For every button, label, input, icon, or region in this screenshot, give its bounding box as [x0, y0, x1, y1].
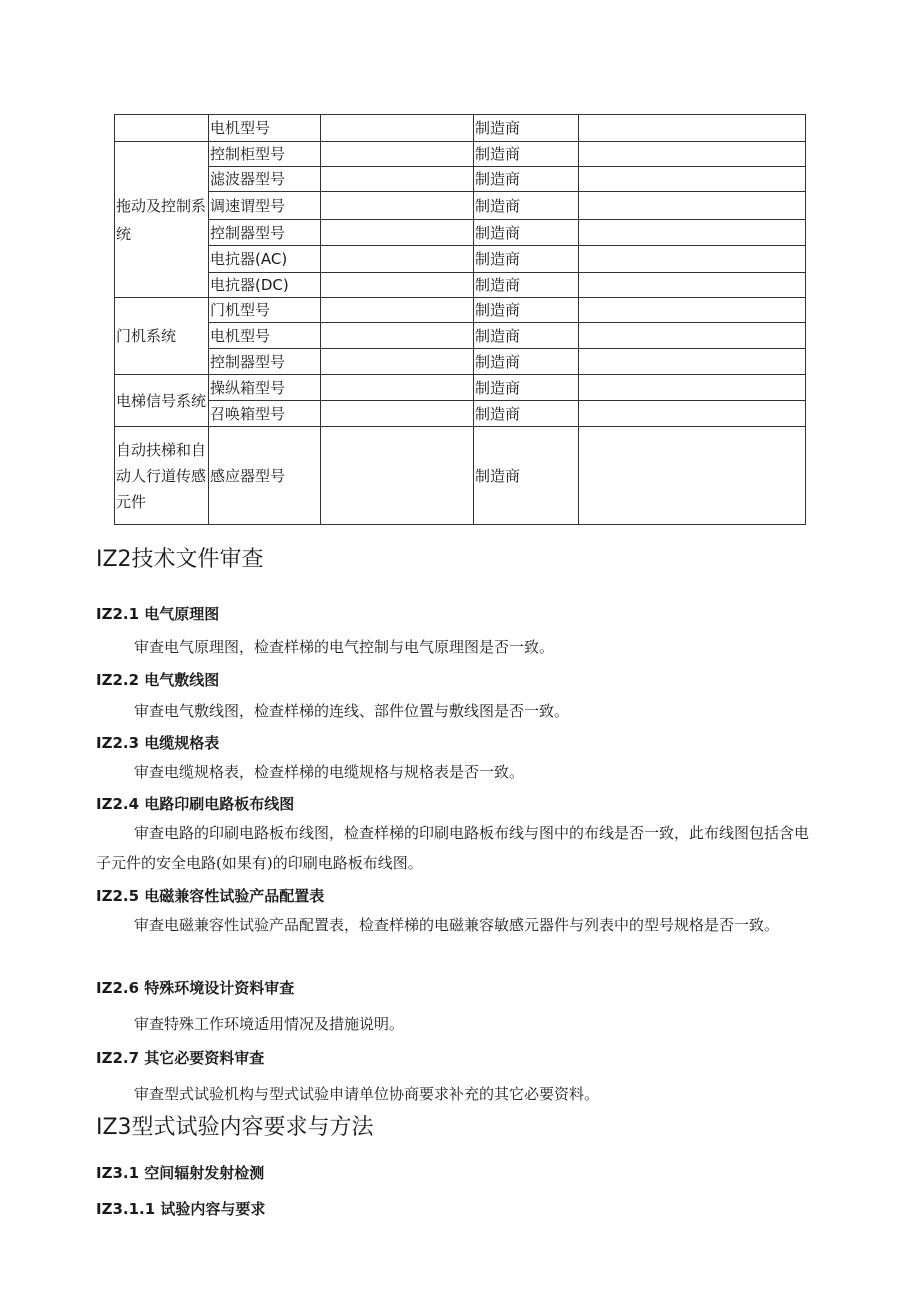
model-value-cell — [321, 246, 474, 273]
maker-label-cell: 制造商 — [474, 220, 579, 246]
model-value-cell — [321, 349, 474, 375]
subsection-heading-iz2-5: IZ2.5 电磁兼容性试验产品配置表 — [96, 887, 325, 905]
item-cell: 电抗器(DC) — [209, 273, 321, 298]
item-cell: 感应器型号 — [209, 427, 321, 525]
item-cell: 调速谓型号 — [209, 192, 321, 220]
maker-label-cell: 制造商 — [474, 323, 579, 349]
model-value-cell — [321, 142, 474, 167]
model-value-cell — [321, 298, 474, 323]
subsection-heading-iz2-4: IZ2.4 电路印刷电路板布线图 — [96, 795, 295, 813]
maker-label-cell: 制造商 — [474, 142, 579, 167]
item-cell: 电机型号 — [209, 115, 321, 142]
table-row — [115, 427, 806, 525]
model-value-cell — [321, 273, 474, 298]
maker-value-cell — [579, 115, 806, 142]
subsection-heading-iz2-6: IZ2.6 特殊环境设计资料审查 — [96, 979, 295, 997]
maker-value-cell — [579, 142, 806, 167]
maker-value-cell — [579, 427, 806, 525]
maker-value-cell — [579, 220, 806, 246]
subsection-heading-iz2-1: IZ2.1 电气原理图 — [96, 605, 220, 623]
item-cell: 召唤箱型号 — [209, 401, 321, 427]
item-cell: 控制柜型号 — [209, 142, 321, 167]
table-row — [115, 298, 806, 323]
item-cell: 滤波器型号 — [209, 167, 321, 192]
item-cell: 控制器型号 — [209, 220, 321, 246]
table-row — [115, 349, 806, 375]
model-value-cell — [321, 115, 474, 142]
maker-label-cell: 制造商 — [474, 427, 579, 525]
maker-label-cell: 制造商 — [474, 246, 579, 273]
paragraph-iz2-5: 审查电磁兼容性试验产品配置表，检查样梯的电磁兼容敏感元器件与列表中的型号规格是否一致。 — [134, 916, 780, 934]
maker-value-cell — [579, 192, 806, 220]
maker-label-cell: 制造商 — [474, 115, 579, 142]
group-cell: 门机系统 — [115, 298, 209, 375]
model-value-cell — [321, 375, 474, 401]
group-cell: 拖动及控制系统 — [115, 142, 209, 298]
item-cell: 门机型号 — [209, 298, 321, 323]
item-cell: 操纵箱型号 — [209, 375, 321, 401]
maker-value-cell — [579, 401, 806, 427]
model-value-cell — [321, 427, 474, 525]
subsection-heading-iz2-3: IZ2.3 电缆规格表 — [96, 734, 220, 752]
model-value-cell — [321, 192, 474, 220]
maker-label-cell: 制造商 — [474, 298, 579, 323]
maker-value-cell — [579, 323, 806, 349]
maker-value-cell — [579, 298, 806, 323]
maker-value-cell — [579, 167, 806, 192]
table-row — [115, 323, 806, 349]
component-spec-table — [114, 114, 806, 525]
item-cell: 电抗器(AC) — [209, 246, 321, 273]
table-row — [115, 115, 806, 142]
table-row — [115, 375, 806, 401]
maker-label-cell: 制造商 — [474, 192, 579, 220]
maker-value-cell — [579, 246, 806, 273]
group-cell — [115, 115, 209, 142]
table-row — [115, 142, 806, 167]
paragraph-iz2-7: 审查型式试验机构与型式试验申请单位协商要求补充的其它必要资料。 — [134, 1085, 600, 1103]
model-value-cell — [321, 220, 474, 246]
maker-label-cell: 制造商 — [474, 375, 579, 401]
section-heading-iz3: IZ3型式试验内容要求与方法 — [96, 1115, 374, 1140]
table-row — [115, 192, 806, 220]
maker-label-cell: 制造商 — [474, 167, 579, 192]
table-row — [115, 246, 806, 273]
maker-label-cell: 制造商 — [474, 401, 579, 427]
paragraph-iz2-6: 审查特殊工作环境适用情况及措施说明。 — [134, 1015, 405, 1033]
paragraph-iz2-2: 审查电气敷线图，检查样梯的连线、部件位置与敷线图是否一致。 — [134, 702, 570, 720]
table-row — [115, 401, 806, 427]
paragraph-iz2-4: 审查电路的印刷电路板布线图，检查样梯的印刷电路板布线与图中的布线是否一致，此布线图包括含电子元件的安全电路(如果有)的印刷电路板布线图。 — [96, 824, 810, 872]
maker-value-cell — [579, 375, 806, 401]
group-cell: 自动扶梯和自动人行道传感元件 — [115, 427, 209, 525]
table-row — [115, 220, 806, 246]
subsection-heading-iz2-2: IZ2.2 电气敷线图 — [96, 671, 220, 689]
subsection-heading-iz3-1-1: IZ3.1.1 试验内容与要求 — [96, 1200, 266, 1218]
subsection-heading-iz3-1: IZ3.1 空间辐射发射检测 — [96, 1164, 265, 1182]
maker-label-cell: 制造商 — [474, 273, 579, 298]
group-cell: 电梯信号系统 — [115, 375, 209, 427]
section-heading-iz2: IZ2技术文件审查 — [96, 547, 264, 572]
maker-value-cell — [579, 273, 806, 298]
model-value-cell — [321, 167, 474, 192]
item-cell: 控制器型号 — [209, 349, 321, 375]
table-row — [115, 167, 806, 192]
model-value-cell — [321, 323, 474, 349]
maker-label-cell: 制造商 — [474, 349, 579, 375]
model-value-cell — [321, 401, 474, 427]
paragraph-iz2-3: 审查电缆规格表，检查样梯的电缆规格与规格表是否一致。 — [134, 763, 525, 781]
subsection-heading-iz2-7: IZ2.7 其它必要资料审查 — [96, 1049, 265, 1067]
paragraph-iz2-1: 审查电气原理图，检查样梯的电气控制与电气原理图是否一致。 — [134, 638, 555, 656]
table-row — [115, 273, 806, 298]
maker-value-cell — [579, 349, 806, 375]
item-cell: 电机型号 — [209, 323, 321, 349]
